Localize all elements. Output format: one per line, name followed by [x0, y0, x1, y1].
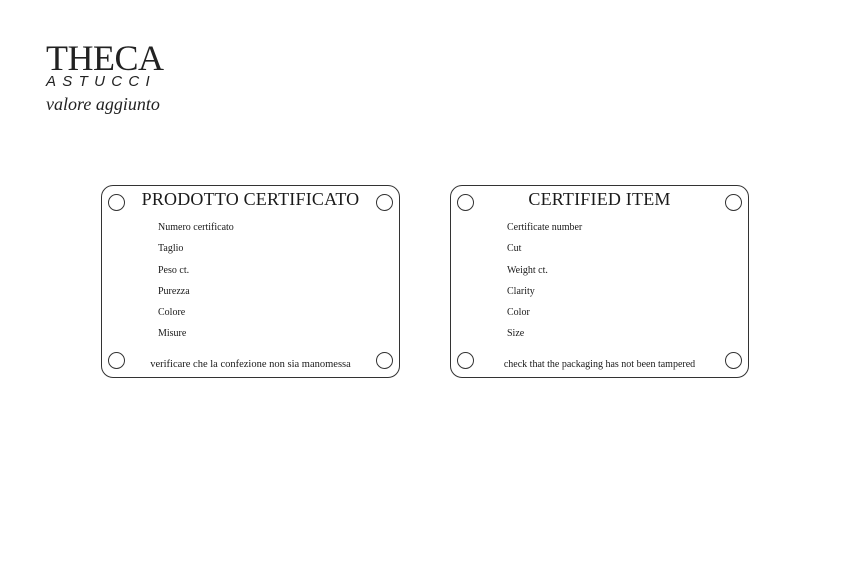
field-list — [158, 222, 234, 350]
field-label: Cut — [507, 243, 522, 255]
certificate-card-english — [450, 185, 749, 378]
field-label: Clarity — [507, 285, 535, 297]
field-label: Numero certificato — [158, 222, 234, 233]
field-label: Certificate number — [507, 222, 583, 233]
certificate-card-italian — [101, 185, 400, 378]
field-list — [507, 222, 582, 350]
field-label: Weight ct. — [507, 264, 548, 276]
field-label: Misure — [158, 328, 187, 340]
brand-subtitle: ASTUCCI — [46, 73, 156, 90]
field-label: Taglio — [158, 243, 184, 255]
field-label: Colore — [158, 307, 186, 319]
field-label: Purezza — [158, 285, 190, 297]
brand-logo — [46, 40, 170, 90]
field-label: Peso ct. — [158, 264, 190, 276]
card-title: CERTIFIED ITEM — [528, 189, 671, 209]
card-note: verificare che la confezione non sia manomessa — [150, 359, 351, 370]
field-label: Color — [507, 307, 530, 319]
brand-tagline: valore aggiunto — [46, 94, 160, 114]
card-title: PRODOTTO CERTIFICATO — [141, 189, 360, 209]
field-label: Size — [507, 328, 525, 340]
brand-name: THECA — [46, 38, 164, 78]
card-note: check that the packaging has not been tampered — [503, 359, 696, 370]
